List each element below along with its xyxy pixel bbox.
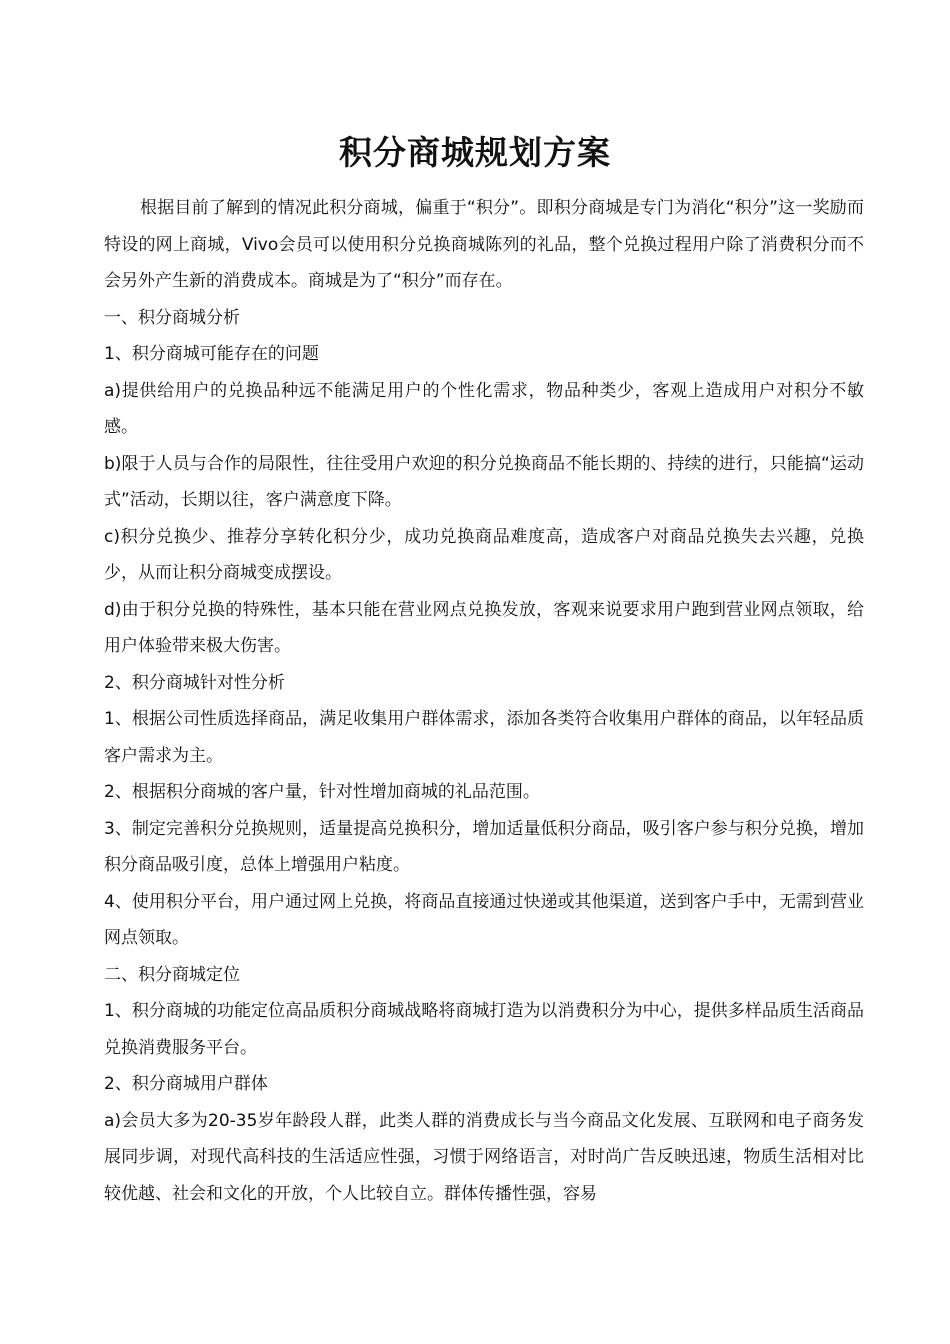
intro-paragraph: 根据目前了解到的情况此积分商城，偏重于“积分”。即积分商城是专门为消化“积分”这一奖励而特设的网上商城，Vivo会员可以使用积分兑换商城陈列的礼品，整个兑换过程用户除了消费积分而不会另外产生新的消费成本。商城是为了“积分”而存在。 <box>104 198 864 291</box>
section-heading-positioning: 二、积分商城定位 <box>104 964 240 985</box>
analysis-item-2: 2、根据积分商城的客户量，针对性增加商城的礼品范围。 <box>104 782 540 802</box>
analysis-item-1: 1、根据公司性质选择商品，满足收集用户群体需求，添加各类符合收集用户群体的商品，以年轻品质客户需求为主。 <box>104 709 864 766</box>
problem-item-d: d)由于积分兑换的特殊性，基本只能在营业网点兑换发放，客观来说要求用户跑到营业网点领取，给用户体验带来极大伤害。 <box>104 599 864 656</box>
user-group-item-a: a)会员大多为20-35岁年龄段人群，此类人群的消费成长与当今商品文化发展、互联网和电子商务发展同步调，对现代高科技的生活适应性强，习惯于网络语言，对时尚广告反映迅速，物质生活相对比较优越、社会和文化的开放，个人比较自立。群体传播性强，容易 <box>104 1110 864 1204</box>
analysis-item-3: 3、制定完善积分兑换规则，适量提高兑换积分，增加适量低积分商品，吸引客户参与积分兑换，增加积分商品吸引度，总体上增强用户粘度。 <box>104 818 864 875</box>
problem-item-b: b)限于人员与合作的局限性，往往受用户欢迎的积分兑换商品不能长期的、持续的进行，只能搞“运动式”活动，长期以往，客户满意度下降。 <box>104 453 864 510</box>
subsection-heading-targeted-analysis: 2、积分商城针对性分析 <box>104 672 285 693</box>
subsection-heading-user-groups: 2、积分商城用户群体 <box>104 1074 268 1094</box>
positioning-item-1: 1、积分商城的功能定位高品质积分商城战略将商城打造为以消费积分为中心，提供多样品质生活商品兑换消费服务平台。 <box>104 1001 864 1058</box>
subsection-heading-problems: 1、积分商城可能存在的问题 <box>104 344 319 364</box>
document-title: 积分商城规划方案 <box>339 133 611 172</box>
document-body <box>104 190 864 1212</box>
problem-item-a: a)提供给用户的兑换品种远不能满足用户的个性化需求，物品种类少，客观上造成用户对积分不敏感。 <box>104 380 864 437</box>
section-heading-analysis: 一、积分商城分析 <box>104 307 240 328</box>
analysis-item-4: 4、使用积分平台，用户通过网上兑换，将商品直接通过快递或其他渠道，送到客户手中，无需到营业网点领取。 <box>104 891 864 948</box>
problem-item-c: c)积分兑换少、推荐分享转化积分少，成功兑换商品难度高，造成客户对商品兑换失去兴趣，兑换少，从而让积分商城变成摆设。 <box>104 526 864 583</box>
